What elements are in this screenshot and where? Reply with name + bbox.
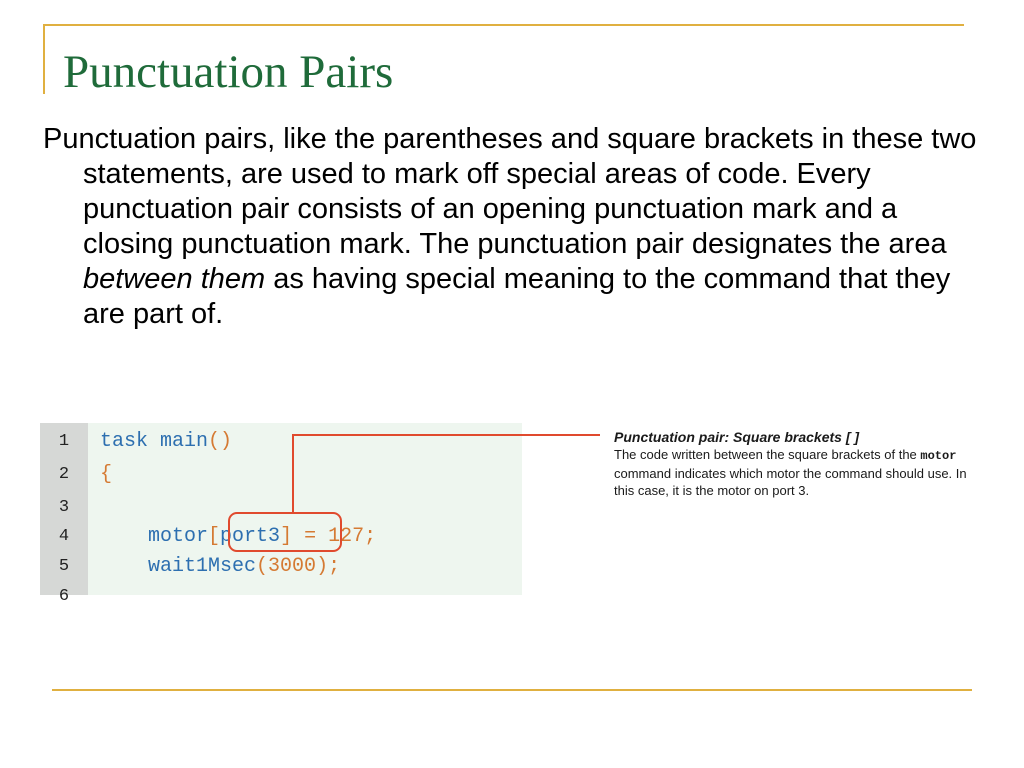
code-line [40,550,522,583]
code-text [100,458,112,491]
line-number: 3 [58,498,70,517]
square-bracket-highlight [228,512,342,552]
left-accent-line [43,24,45,94]
code-text [100,425,232,458]
code-line [40,458,522,491]
code-token: ( [256,555,269,578]
body-text-start: Punctuation pairs, like the parentheses and square brackets in these two statements, are used to mark off special areas of code. Every punctuation pair consists of an opening punctuation mark and a closing punctuation mark. The punctuation pair designates the area [43,123,977,260]
line-number: 1 [58,432,70,451]
code-token: ] [280,525,293,548]
callout-connector-horizontal [292,434,600,436]
code-token: wait1Msec [100,555,257,578]
code-token: ); [316,555,341,578]
callout-text-start: The code written between the square brackets of the [614,447,921,462]
code-line [40,580,522,613]
callout-text [614,446,974,499]
code-token: task main [100,430,209,453]
callout [614,428,974,499]
code-token: port3 [220,525,281,548]
line-number: 6 [58,587,70,606]
body-text-end: as having special meaning to the command that they are part of. [83,263,951,330]
callout-title: Punctuation pair: Square brackets [ ] [614,429,860,445]
slide-title: Punctuation Pairs [63,46,394,98]
top-accent-line [43,24,964,26]
code-token: () [208,430,233,453]
code-token: = [292,525,329,548]
body-text-emphasis: between them [83,263,266,295]
callout-connector-vertical [292,434,294,513]
line-number: 5 [58,557,70,576]
code-token: { [100,463,113,486]
callout-code-word: motor [920,449,957,463]
body-paragraph [43,122,983,332]
code-text [100,550,340,583]
line-number: 2 [58,465,70,484]
code-token: motor [100,525,209,548]
code-line [40,425,522,458]
bottom-accent-line [52,689,972,691]
code-token: 127 [328,525,365,548]
code-token: [ [208,525,221,548]
line-number: 4 [58,527,70,546]
code-panel [40,423,522,606]
callout-text-end: command indicates which motor the command should use. In this case, it is the motor on port 3. [614,466,967,498]
code-token: 3000 [268,555,317,578]
code-token: ; [364,525,377,548]
